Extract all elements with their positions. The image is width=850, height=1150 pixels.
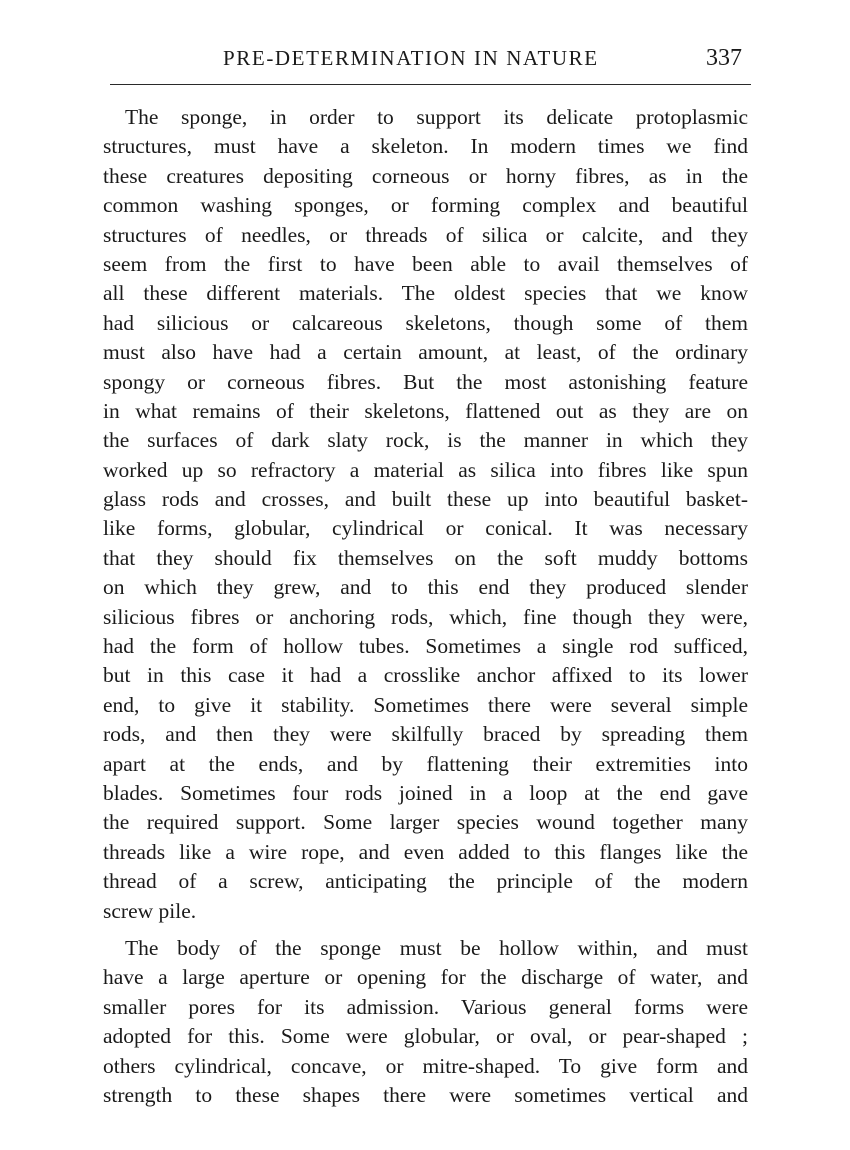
running-title: PRE-DETERMINATION IN NATURE: [223, 46, 599, 70]
text-line: rods, and then they were skilfully braced by spreading them: [103, 722, 748, 747]
text-line: had the form of hollow tubes. Sometimes a single rod sufficed,: [103, 634, 748, 659]
text-line: have a large aperture or opening for the discharge of water, and: [103, 965, 748, 990]
text-line: glass rods and crosses, and built these up into beautiful basket-: [103, 487, 748, 512]
text-line: seem from the first to have been able to avail themselves of: [103, 251, 748, 276]
text-line: spongy or corneous fibres. But the most astonishing feature: [103, 369, 748, 394]
text-line: the surfaces of dark slaty rock, is the manner in which they: [103, 428, 748, 453]
running-head: [103, 44, 748, 74]
text-line: threads like a wire rope, and even added to this flanges like the: [103, 839, 748, 864]
text-line: had silicious or calcareous skeletons, though some of them: [103, 310, 748, 335]
text-line: apart at the ends, and by flattening their extremities into: [103, 751, 748, 776]
paragraph-gap: [103, 926, 748, 934]
text-line: others cylindrical, concave, or mitre-shaped. To give form and: [103, 1053, 748, 1078]
text-line: blades. Sometimes four rods joined in a loop at the end gave: [103, 780, 748, 805]
text-line: must also have had a certain amount, at least, of the ordinary: [103, 340, 748, 365]
text-line: The sponge, in order to support its delicate protoplasmic: [125, 105, 748, 129]
text-line: like forms, globular, cylindrical or conical. It was necessary: [103, 516, 748, 541]
text-line: structures of needles, or threads of silica or calcite, and they: [103, 222, 748, 247]
text-line: strength to these shapes there were sometimes vertical and: [103, 1082, 748, 1107]
text-line: adopted for this. Some were globular, or oval, or pear-shaped ;: [103, 1024, 748, 1049]
text-line: The body of the sponge must be hollow within, and must: [125, 935, 748, 960]
paragraph: [103, 103, 748, 926]
text-line: common washing sponges, or forming complex and beautiful: [103, 193, 748, 218]
text-line: screw pile.: [103, 898, 197, 923]
text-line: worked up so refractory a material as silica into fibres like spun: [103, 457, 748, 482]
text-line: on which they grew, and to this end they produced slender: [103, 575, 748, 600]
text-line: all these different materials. The oldest species that we know: [103, 281, 748, 306]
header-rule: [110, 84, 751, 85]
page-number: 337: [706, 45, 742, 71]
text-line: the required support. Some larger species wound together many: [103, 810, 748, 835]
text-line: thread of a screw, anticipating the principle of the modern: [103, 869, 748, 894]
text-line: in what remains of their skeletons, flattened out as they are on: [103, 398, 748, 423]
text-line: these creatures depositing corneous or horny fibres, as in the: [103, 163, 748, 188]
paragraph: [103, 934, 748, 1110]
text-line: that they should fix themselves on the soft muddy bottoms: [103, 545, 748, 570]
body-text: [103, 103, 748, 1110]
text-line: smaller pores for its admission. Various general forms were: [103, 994, 748, 1019]
text-line: end, to give it stability. Sometimes there were several simple: [103, 692, 748, 717]
text-line: but in this case it had a crosslike anchor affixed to its lower: [103, 663, 748, 688]
text-line: structures, must have a skeleton. In modern times we find: [103, 134, 748, 159]
text-line: silicious fibres or anchoring rods, which, fine though they were,: [103, 604, 748, 629]
